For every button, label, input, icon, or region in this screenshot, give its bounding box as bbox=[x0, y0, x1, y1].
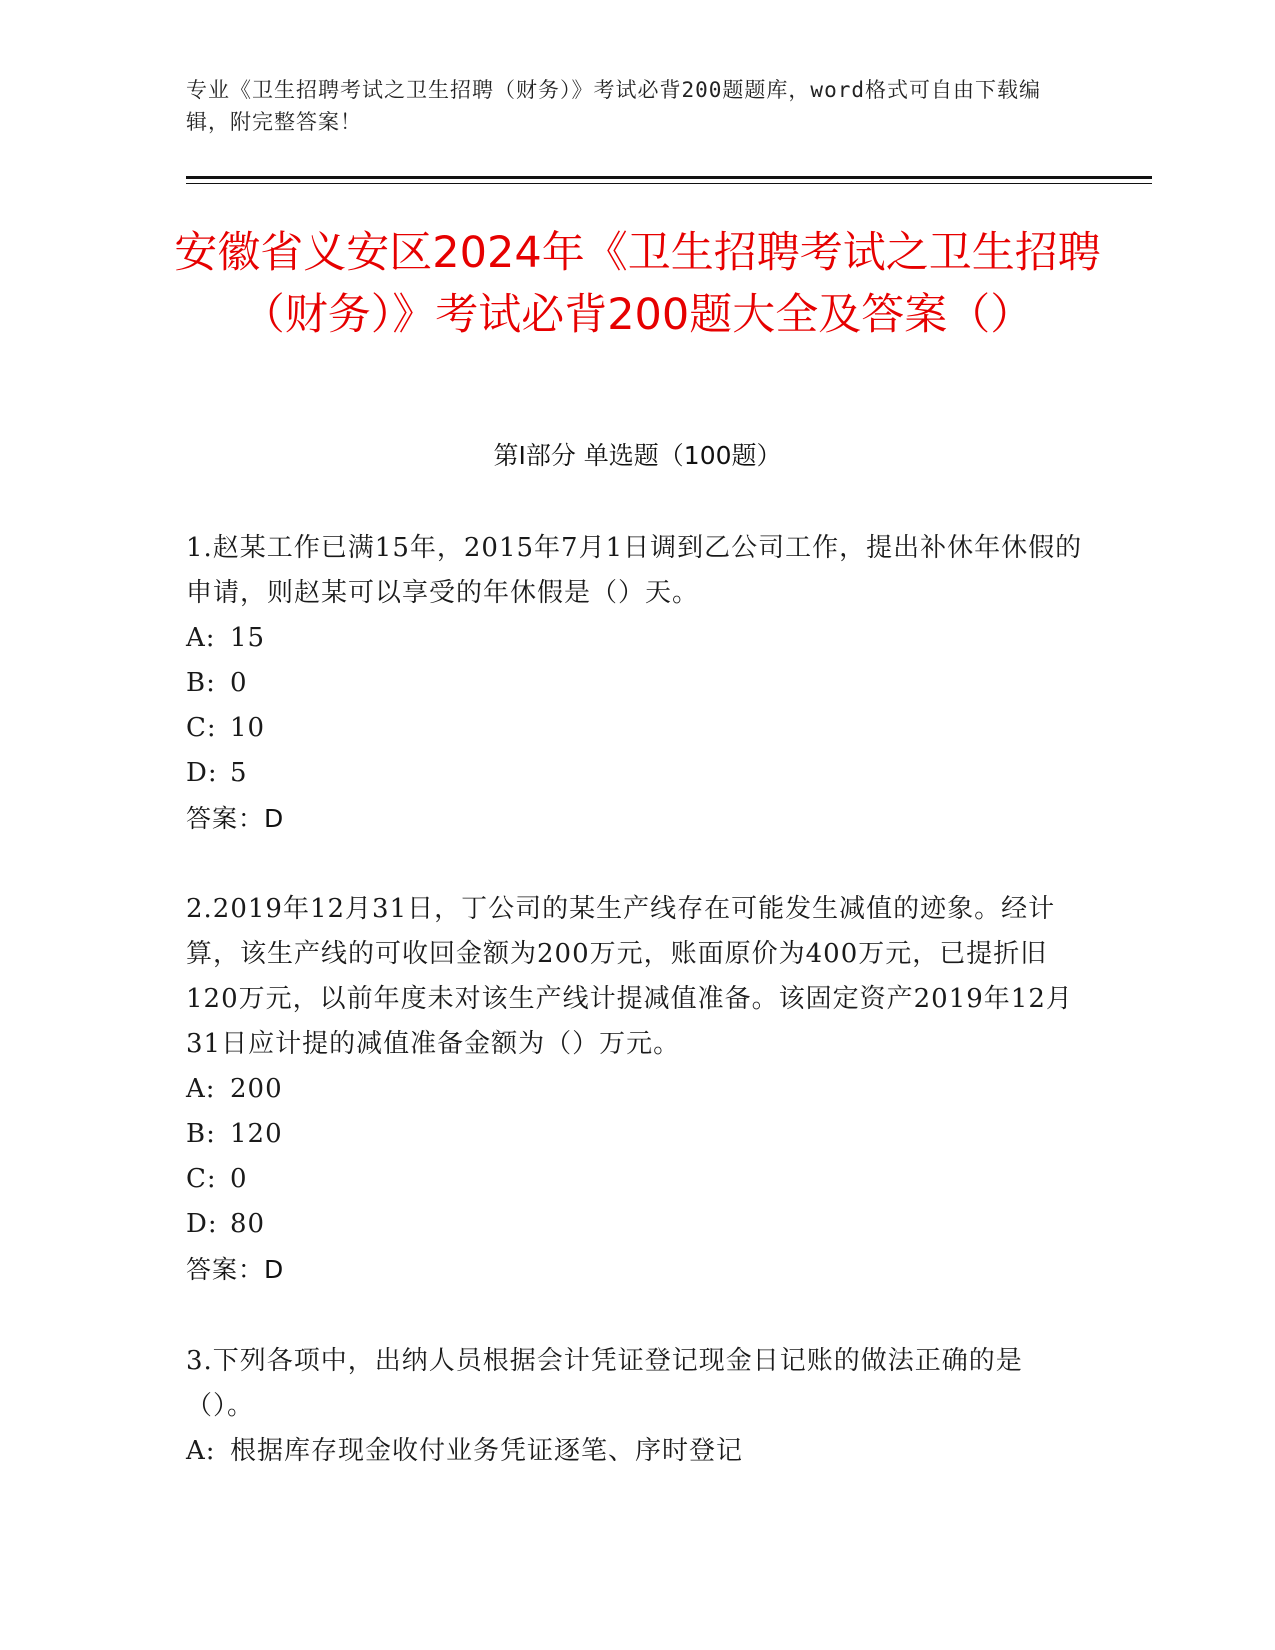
option-text: 根据库存现金收付业务凭证逐笔、序时登记 bbox=[230, 1436, 744, 1466]
question-2 bbox=[186, 887, 1086, 1292]
option-letter: A: bbox=[186, 1074, 216, 1104]
option-a bbox=[186, 1067, 1086, 1112]
option-letter: B: bbox=[186, 668, 216, 698]
header-note: 专业《卫生招聘考试之卫生招聘（财务）》考试必背200题题库，word格式可自由下载编辑，附完整答案！ bbox=[186, 78, 1041, 134]
option-text: 0 bbox=[230, 1164, 248, 1194]
question-stem: 2.2019年12月31日，丁公司的某生产线存在可能发生减值的迹象。经计算，该生产线的可收回金额为200万元，账面原价为400万元，已提折旧120万元，以前年度未对该生产线计提减值准备。该固定资产2019年12月31日应计提的减值准备金额为（）万元。 bbox=[186, 894, 1073, 1059]
section-title: 第Ⅰ部分 单选题（100题） bbox=[493, 441, 782, 470]
option-letter: C: bbox=[186, 713, 217, 743]
option-letter: A: bbox=[186, 1436, 216, 1466]
option-letter: D: bbox=[186, 1209, 218, 1239]
option-letter: C: bbox=[186, 1164, 217, 1194]
option-text: 0 bbox=[230, 668, 248, 698]
option-text: 80 bbox=[230, 1209, 266, 1239]
question-3 bbox=[186, 1339, 1086, 1474]
header-divider-thick bbox=[186, 176, 1152, 179]
option-d bbox=[186, 751, 1086, 796]
header-divider-thin bbox=[186, 183, 1152, 184]
option-c bbox=[186, 1157, 1086, 1202]
option-b bbox=[186, 1112, 1086, 1157]
option-a bbox=[186, 616, 1086, 661]
answer: 答案：D bbox=[186, 804, 285, 833]
option-letter: D: bbox=[186, 758, 218, 788]
option-letter: A: bbox=[186, 623, 216, 653]
document-title: 安徽省义安区2024年《卫生招聘考试之卫生招聘（财务）》考试必背200题大全及答案（） bbox=[174, 228, 1101, 340]
option-text: 15 bbox=[230, 623, 266, 653]
option-text: 5 bbox=[230, 758, 248, 788]
option-text: 200 bbox=[230, 1074, 283, 1104]
option-c bbox=[186, 706, 1086, 751]
question-stem: 1.赵某工作已满15年，2015年7月1日调到乙公司工作，提出补休年休假的申请，则赵某可以享受的年休假是（）天。 bbox=[186, 533, 1083, 608]
question-1 bbox=[186, 526, 1086, 841]
option-d bbox=[186, 1202, 1086, 1247]
option-text: 10 bbox=[230, 713, 266, 743]
option-b bbox=[186, 661, 1086, 706]
option-text: 120 bbox=[230, 1119, 283, 1149]
question-stem: 3.下列各项中，出纳人员根据会计凭证登记现金日记账的做法正确的是（）。 bbox=[186, 1346, 1023, 1421]
answer: 答案：D bbox=[186, 1255, 285, 1284]
option-a bbox=[186, 1429, 1086, 1474]
option-letter: B: bbox=[186, 1119, 216, 1149]
